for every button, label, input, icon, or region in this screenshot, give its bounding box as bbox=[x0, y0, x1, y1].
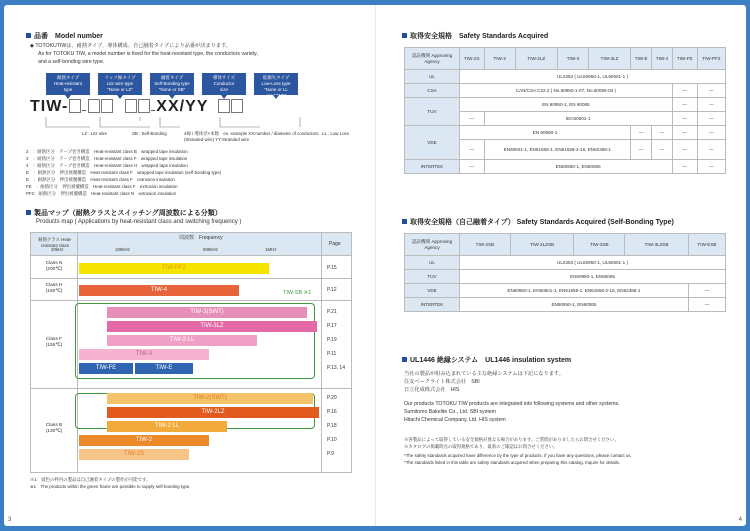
code-box-litz: リッツ線タイプ Litz wire type "None or LZ" bbox=[98, 73, 142, 95]
freq-tick: 20kHz bbox=[51, 247, 64, 252]
bar-tiw-e: TIW-E bbox=[135, 363, 193, 374]
map-footnote-en: ※1 The products within the green frame are possible to supply self-bonding type. bbox=[30, 484, 191, 489]
page-ref: P.19 bbox=[327, 337, 337, 343]
table-cell: EN60950-1, EN60065 bbox=[460, 270, 726, 284]
table-cell: — bbox=[688, 284, 725, 298]
map-header bbox=[31, 233, 351, 256]
table-header: TIW-FE bbox=[672, 48, 697, 70]
table-row bbox=[405, 70, 726, 84]
agency-cell: TUV bbox=[405, 270, 460, 284]
table-row bbox=[405, 298, 726, 312]
agency-cell: INTERTEK bbox=[405, 160, 460, 174]
table-header: TIW-3LZSB bbox=[625, 234, 689, 256]
class-list-item: 2 ：耐熱区分 テープ巻き構造 Heat-resistant class B wrapped tape insulation bbox=[26, 149, 188, 154]
label-bond: SB : Self-Bonding bbox=[132, 131, 167, 136]
table-header: TIW-2LZSB bbox=[510, 234, 574, 256]
table-cell: EN 60950-1 bbox=[460, 126, 631, 140]
table-header: TIW-2 bbox=[484, 48, 515, 70]
table-cell: UL2353 ( UL60950-1, UL60601-1 ) bbox=[460, 70, 726, 84]
code-slot bbox=[69, 99, 81, 113]
ul-ja-line: 住友ベークライト株式会社 SBI bbox=[404, 379, 480, 385]
section-products-map-en: Products map ( Applications by heat-resistant class and switching frequency ) bbox=[36, 219, 242, 225]
code-slot bbox=[218, 99, 230, 113]
bar-tiw-fe: TIW-FE bbox=[79, 363, 133, 374]
note-line: ※カタログの掲載時点の取得規格であり、最新のご確認はお問合せください。 bbox=[404, 444, 558, 449]
table-cell: — bbox=[672, 126, 697, 140]
bar-tiw-2s: TIW-2S bbox=[79, 449, 189, 460]
code-size: XX/YY bbox=[156, 98, 209, 115]
class-list-item: E ：耐熱区分 押出被覆構造 Heat-resistant class F extrusion insulation bbox=[26, 177, 175, 182]
code-slot bbox=[88, 99, 100, 113]
table-cell: — bbox=[652, 126, 672, 140]
table-row bbox=[405, 126, 726, 140]
code-slot bbox=[101, 99, 113, 113]
table-cell: — bbox=[697, 112, 725, 126]
table-row bbox=[405, 84, 726, 98]
table-cell: EN 60950-1, EN 60065 bbox=[460, 98, 673, 112]
map-header-class: 耐熱クラス Heat-resistant class bbox=[38, 237, 72, 248]
code-box-heat: 耐熱タイプ Heat-resistant type bbox=[46, 73, 90, 95]
label-lowloss: LL : Low Loss bbox=[322, 131, 349, 136]
map-header-frequency: 周波数 Frequency bbox=[179, 235, 223, 241]
page-ref: P.18 bbox=[327, 423, 337, 429]
freq-tick: 500kHz bbox=[203, 247, 218, 252]
page-fold bbox=[375, 5, 376, 526]
table-header: TIW-PF2 bbox=[697, 48, 725, 70]
code-box-lowloss: 低損失タイプ Low-Loss type "None or LL or LF/WS" bbox=[254, 73, 298, 95]
code-box-size: 導体サイズ Conductor size bbox=[202, 73, 246, 95]
freq-tick: 1MHz bbox=[265, 247, 277, 252]
note-line: ※各製品によって取得している安全規格が異なる場合があります。ご質問がありましたらお問合せください。 bbox=[404, 437, 619, 442]
table-row bbox=[405, 270, 726, 284]
label-litz: LZ : Litz wire bbox=[82, 131, 107, 136]
self-bonding-tag: TIW-SB ※1 bbox=[283, 290, 312, 296]
page-ref: P.10 bbox=[327, 437, 337, 443]
table-header: TIW-2SB bbox=[460, 234, 511, 256]
table-cell: — bbox=[697, 84, 725, 98]
model-intro-en-1: As for TOTOKU TIW, a model number is fixed for the heat-resistant type, the conductors variety, bbox=[38, 51, 258, 57]
code-prefix: TIW- bbox=[30, 98, 69, 115]
page-ref: P.13, 14 bbox=[327, 365, 345, 371]
standards-table bbox=[404, 47, 726, 174]
code-slot bbox=[231, 99, 243, 113]
table-cell: — bbox=[697, 140, 725, 160]
class-list-item: E ：耐熱区分 押出被覆構造 Heat-resistant class F wrapped tape insulation (self-bonding type) bbox=[26, 170, 222, 175]
table-header: TIW-4 bbox=[652, 48, 672, 70]
table-header: TIW-3 bbox=[557, 48, 588, 70]
table-cell: — bbox=[672, 98, 697, 112]
page-ref: P.21 bbox=[327, 309, 337, 315]
page-ref: P.16 bbox=[327, 409, 337, 415]
model-code bbox=[30, 98, 243, 116]
table-header: TIW-3SB bbox=[574, 234, 625, 256]
table-cell: EN60601-1, EN61558-1, EN61558-2-16, EN62368-1 bbox=[484, 140, 631, 160]
agency-cell: VDE bbox=[405, 284, 460, 298]
agency-cell: UL bbox=[405, 256, 460, 270]
table-header: TIW-E bbox=[631, 48, 652, 70]
table-row bbox=[405, 160, 726, 174]
map-header-page: Page bbox=[329, 241, 341, 247]
class-label: Class B (130℃) bbox=[45, 423, 63, 435]
table-cell: — bbox=[631, 126, 652, 140]
agency-cell: TUV bbox=[405, 98, 460, 126]
table-cell: EN60950-1, EN60065 bbox=[460, 298, 689, 312]
table-row bbox=[405, 98, 726, 112]
agency-cell: CSA bbox=[405, 84, 460, 98]
sb-standards-table bbox=[404, 233, 726, 312]
brochure-spread bbox=[4, 5, 746, 526]
freq-tick: 100kHz bbox=[115, 247, 130, 252]
model-intro-ja: ◆ TOTOKUTIWは、耐熱タイプ、導体構成、自己融着タイプにより品番が決まります。 bbox=[30, 43, 231, 49]
bar-tiw-2-swt-: TIW-2(SWT) bbox=[107, 393, 313, 404]
table-header: 認証機関 Approving Agency bbox=[405, 234, 460, 256]
bar-tiw-2-ll: TIW-2 LL bbox=[107, 421, 227, 432]
bar-tiw-2: TIW-2 bbox=[79, 435, 209, 446]
table-header: TIW-3LZ bbox=[589, 48, 631, 70]
page-number-right: 4 bbox=[738, 517, 742, 523]
page-ref: P.17 bbox=[327, 323, 337, 329]
table-cell: — bbox=[697, 126, 725, 140]
page-ref: P.12 bbox=[327, 287, 337, 293]
note-line: *The safety standards acquired have difference by the type of products. If you have any questions, please contact us. bbox=[404, 453, 632, 458]
bar-tiw-4: TIW-4 bbox=[79, 285, 239, 296]
table-cell: EN60950-1, EN60065 bbox=[484, 160, 672, 174]
table-cell: — bbox=[652, 140, 672, 160]
page-ref: P.20 bbox=[327, 395, 337, 401]
agency-cell: VDE bbox=[405, 126, 460, 160]
table-header: 認証機関 Approving Agency bbox=[405, 48, 460, 70]
table-row bbox=[405, 284, 726, 298]
class-list-item: FE ：耐熱区分 押出被覆構造 Heat-resistant class F extrusion insulation bbox=[26, 184, 178, 189]
code-box-bond: 融着タイプ Self-Bonding type "None or SB" bbox=[150, 73, 194, 95]
table-header: TIW-2LZ bbox=[515, 48, 557, 70]
bar-tiw-3: TIW-3 bbox=[79, 349, 209, 360]
table-cell: — bbox=[460, 160, 485, 174]
section-products-map: 製品マップ（耐熱クラスとスイッチング周波数による分類） bbox=[26, 208, 222, 218]
model-intro-en-2: and a self-bonding wire type. bbox=[38, 59, 105, 65]
bar-tiw-3-swt-: TIW-3(SWT) bbox=[107, 307, 307, 318]
table-cell: IEC60601-1 bbox=[484, 112, 672, 126]
section-model-number: 品番 Model number bbox=[26, 31, 103, 41]
table-cell: — bbox=[460, 112, 485, 126]
ul-ja-line: 日立化成株式会社 HIS bbox=[404, 387, 460, 393]
ul-ja-line: 当社の製品が組み込まれている主な絶縁システムは下記になります。 bbox=[404, 371, 564, 377]
table-cell: — bbox=[672, 84, 697, 98]
table-cell: CAN/CSA C22.2 ( No.60950-1-07, No.60065-03 ) bbox=[460, 84, 673, 98]
bar-tiw-2lz: TIW-2LZ bbox=[107, 407, 319, 418]
page-ref: P.15 bbox=[327, 265, 337, 271]
bar-tiw-pf2: TIW-PF2 bbox=[79, 263, 269, 274]
ul-en-line: Our products TOTOKU TIW products are integrated into following systems and other systems. bbox=[404, 401, 620, 407]
class-list-item: 3 ：耐熱区分 テープ巻き構造 Heat-resistant class F wrapped tape insulation bbox=[26, 156, 188, 161]
class-label: Class F (155℃) bbox=[45, 337, 63, 349]
section-sb-standards: 取得安全規格（自己融着タイプ） Safety Standards Acquired (Self-Bonding Type) bbox=[402, 217, 674, 227]
products-map bbox=[30, 232, 352, 473]
ul-en-line: Hitachi Chemical Company, Ltd. HIS system bbox=[404, 417, 506, 423]
code-slot bbox=[125, 99, 137, 113]
page-ref: P.9 bbox=[327, 451, 334, 457]
agency-cell: INTERTEK bbox=[405, 298, 460, 312]
ul-en-line: Sumitomo Bakelite Co., Ltd. SBI system bbox=[404, 409, 496, 415]
class-list-item: PF2：耐熱区分 押出被覆構造 Heat-resistant class N extrusion insulation bbox=[26, 191, 177, 196]
class-label: Class H (180℃) bbox=[45, 283, 63, 295]
table-cell: EN60950-1, EN60601-1, EN61558-1, EN61558-2-16, EN62368-1 bbox=[460, 284, 689, 298]
table-cell: — bbox=[688, 298, 725, 312]
note-line: *The standards listed in this table are safety standards acquired when preparing this catalog. Inquire for details. bbox=[404, 460, 620, 465]
class-label: Class N (200℃) bbox=[45, 261, 63, 273]
bar-tiw-3lz: TIW-3LZ bbox=[107, 321, 317, 332]
table-cell: UL2353 ( UL60950-1, UL60601-1 ) bbox=[460, 256, 726, 270]
map-footnote-ja: ※1 緑色の枠内の製品は自己融着タイプの製作が可能です。 bbox=[30, 477, 151, 482]
table-header: TIW-2S bbox=[460, 48, 485, 70]
table-cell: — bbox=[460, 140, 485, 160]
table-cell: — bbox=[672, 140, 697, 160]
page-ref: P.11 bbox=[327, 351, 337, 357]
label-size: 4線 / 導体径×本数 ex. example XX:number / diameter of conductors bbox=[184, 131, 319, 136]
section-ul1446: UL1446 絶縁システム UL1446 insulation system bbox=[402, 355, 571, 365]
page-number-left: 3 bbox=[8, 517, 12, 523]
table-cell: — bbox=[697, 98, 725, 112]
table-cell: — bbox=[672, 112, 697, 126]
label-stranded: (Stranded wire) YY:Stranded wire bbox=[184, 137, 250, 142]
bar-tiw-3-ll: TIW-3 LL bbox=[107, 335, 257, 346]
section-safety-standards: 取得安全規格 Safety Standards Acquired bbox=[402, 31, 548, 41]
table-row bbox=[405, 256, 726, 270]
table-header: TIW-ESB bbox=[688, 234, 725, 256]
table-cell: — bbox=[672, 160, 697, 174]
class-list-item: 4 ：耐熱区分 テープ巻き構造 Heat-resistant class H wrapped tape insulation bbox=[26, 163, 188, 168]
table-cell: — bbox=[697, 160, 725, 174]
table-cell: — bbox=[631, 140, 652, 160]
agency-cell: UL bbox=[405, 70, 460, 84]
code-slot bbox=[138, 99, 150, 113]
